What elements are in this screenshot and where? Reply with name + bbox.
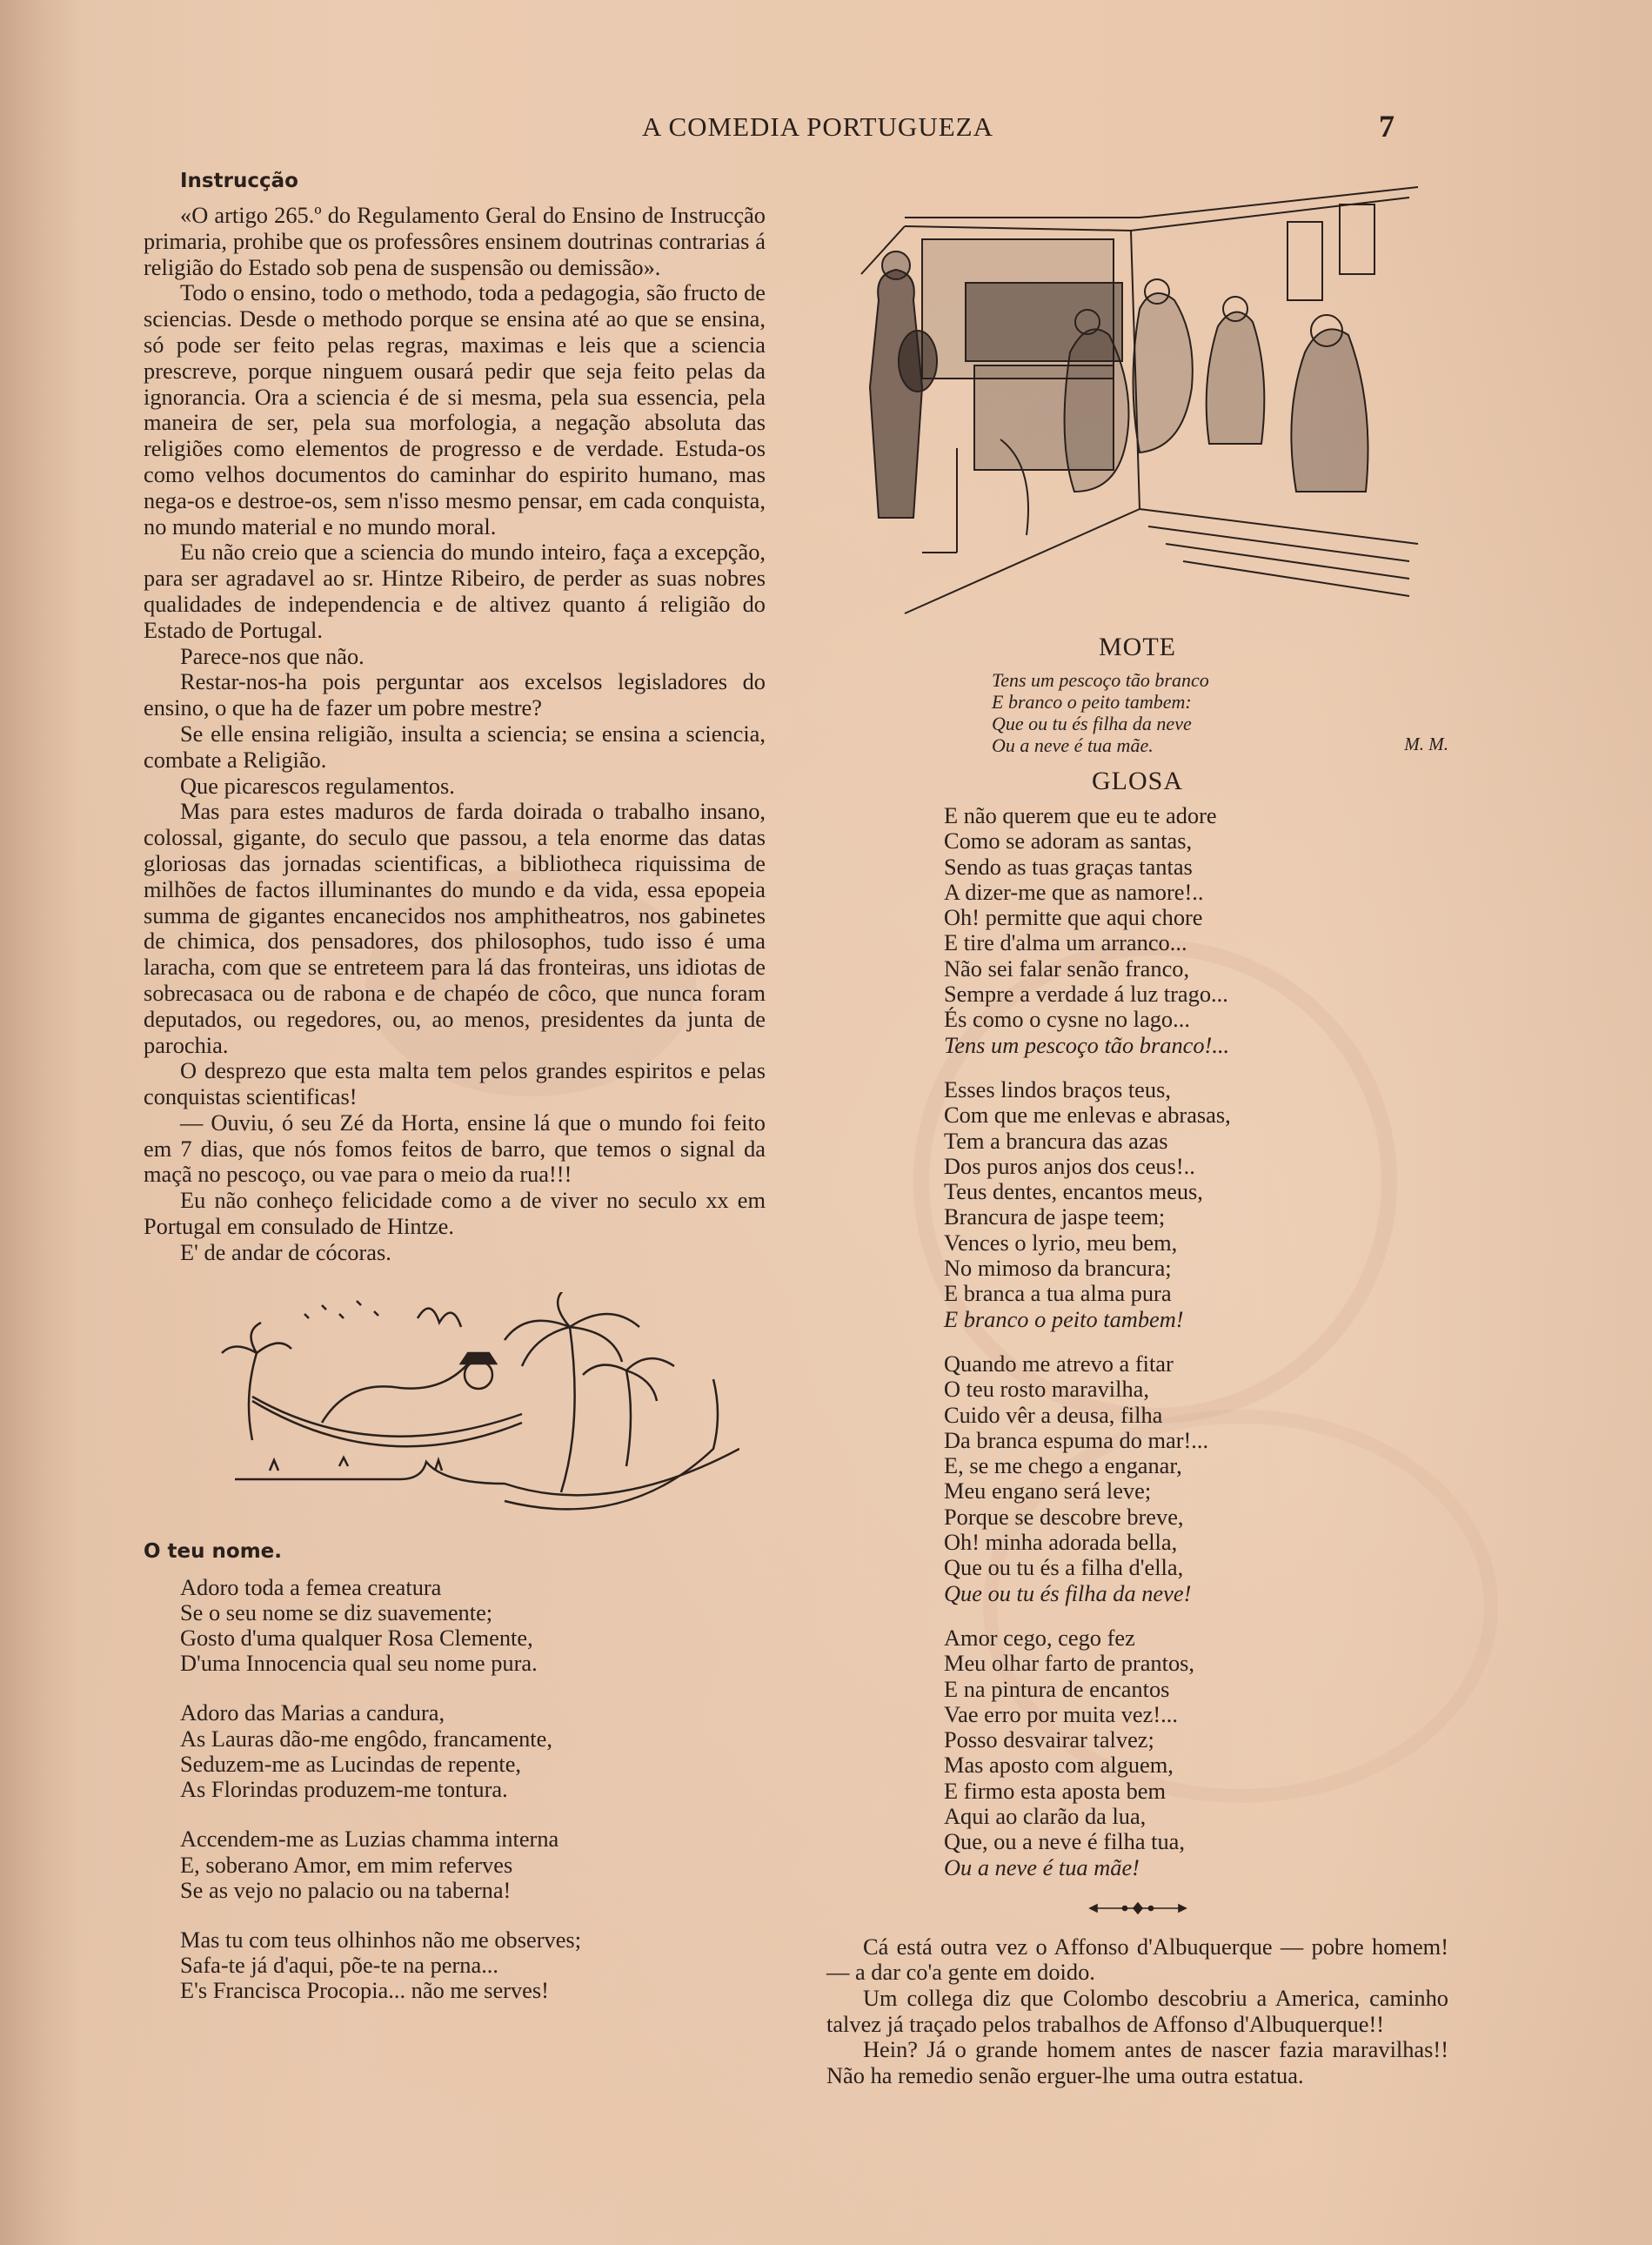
glosa-line: Que ou tu és a filha d'ella,: [944, 1554, 1184, 1581]
glosa-line: Amor cego, cego fez: [944, 1624, 1135, 1651]
glosa-line: Meu olhar farto de prantos,: [944, 1650, 1195, 1677]
mote-signature: M. M.: [1404, 734, 1448, 754]
article-paragraph: Restar-nos-ha pois perguntar aos excelsos legisladores do ensino, o que ha de fazer um pobre mestre?: [144, 668, 766, 721]
poem-line: Mas tu com teus olhinhos não me observes;: [180, 1926, 582, 1953]
glosa-refrain: Que ou tu és filha da neve!: [944, 1579, 1192, 1606]
mote-line: E branco o peito tambem:: [992, 691, 1192, 713]
article-paragraph: Todo o ensino, todo o methodo, toda a pedagogia, são fructo de sciencias. Desde o methodo porque se ensina até ao que se ensina, só pode ser feito pelas regras, maximas e leis que a sciencia prescreve, porque ninguem ousará pedir que seja feito pelas da ignorancia. Ora a sciencia é de si mesma, pela sua essencia, pela maneira de ser, pela sua morfologia, a negação absoluta das religiões como elementos de progresso e de verdade. Estuda-os como velhos documentos do caminhar do espirito humano, mas nega-os e destroe-os, sem n'isso mesmo pensar, em cada conquista, no mundo material e no mundo moral.: [144, 279, 766, 539]
page-number: 7: [1379, 109, 1395, 144]
glosa-line: Mas aposto com alguem,: [944, 1752, 1174, 1779]
poem-line: Adoro toda a femea creatura: [180, 1573, 442, 1600]
glosa-line: Brancura de jaspe teem;: [944, 1203, 1166, 1230]
note-paragraph: Hein? Já o grande homem antes de nascer fazia maravilhas!! Não ha remedio senão erguer-lhe uma outra estatua.: [826, 2036, 1448, 2088]
glosa-line: E na pintura de encantos: [944, 1675, 1170, 1702]
poem-line: Safa-te já d'aqui, põe-te na perna...: [180, 1952, 498, 1979]
poem-stanza: [180, 1575, 766, 1677]
closing-notes: [826, 1934, 1448, 2089]
divider-flourish: [1086, 1900, 1190, 1917]
poem-line: Adoro das Marias a candura,: [180, 1699, 445, 1726]
glosa-stanza: [944, 1625, 1448, 1880]
hammock-illustration: [217, 1292, 739, 1523]
glosa-stanza: [944, 1077, 1448, 1332]
mote-line: Tens um pescoço tão branco: [992, 669, 1209, 691]
poem-line: Accendem-me as Luzias chamma interna: [180, 1826, 559, 1853]
article-paragraph: Parece-nos que não.: [180, 642, 365, 669]
glosa-line: A dizer-me que as namore!..: [944, 878, 1204, 905]
glosa-line: E não querem que eu te adore: [944, 802, 1217, 828]
glosa-line: Aqui ao clarão da lua,: [944, 1802, 1147, 1829]
poem-line: D'uma Innocencia qual seu nome pura.: [180, 1650, 538, 1677]
glosa-line: Com que me enlevas e abrasas,: [944, 1102, 1231, 1129]
glosa-line: E, se me chego a enganar,: [944, 1452, 1182, 1479]
mote-line: Que ou tu és filha da neve: [992, 713, 1192, 734]
glosa-line: Que, ou a neve é filha tua,: [944, 1828, 1185, 1855]
article-paragraph: O desprezo que esta malta tem pelos grandes espiritos e pelas conquistas scientificas!: [144, 1057, 766, 1110]
binding-gutter: [0, 0, 80, 2245]
glosa-line: Cuido vêr a deusa, filha: [944, 1401, 1163, 1428]
article-paragraph: E' de andar de cócoras.: [180, 1238, 391, 1265]
glosa-line: Não sei falar senão franco,: [944, 955, 1190, 982]
glosa-line: Sempre a verdade á luz trago...: [944, 981, 1228, 1008]
poem-line: Se as vejo no palacio ou na taberna!: [180, 1876, 512, 1903]
mote-block: [992, 669, 1448, 756]
glosa-stanza: [944, 803, 1448, 1058]
poem-stanza: [180, 1927, 766, 2004]
glosa-line: E branca a tua alma pura: [944, 1280, 1172, 1307]
glosa-refrain: Tens um pescoço tão branco!...: [944, 1031, 1230, 1058]
note-paragraph: Cá está outra vez o Affonso d'Albuquerque — pobre homem! — a dar co'a gente em doido.: [826, 1933, 1448, 1986]
glosa-line: E tire d'alma um arranco...: [944, 929, 1187, 956]
glosa-refrain: E branco o peito tambem!: [944, 1305, 1184, 1332]
glosa-line: Como se adoram as santas,: [944, 828, 1193, 854]
hammock-drawing: [217, 1292, 739, 1523]
article-paragraph: Eu não conheço felicidade como a de viver no seculo xx em Portugal em consulado de Hintze.: [144, 1187, 766, 1240]
glosa-line: No mimoso da brancura;: [944, 1255, 1172, 1282]
glosa-line: E firmo esta aposta bem: [944, 1777, 1167, 1804]
glosa-line: Vae erro por muita vez!...: [944, 1700, 1178, 1727]
left-column: [144, 170, 766, 2028]
article-body: [144, 203, 766, 1266]
glosa-line: O teu rosto maravilha,: [944, 1376, 1149, 1403]
poem-stanza: [180, 1826, 766, 1903]
glosa-line: Quando me atrevo a fitar: [944, 1350, 1174, 1377]
poem-line: E, soberano Amor, em mim referves: [180, 1851, 513, 1878]
right-column: [826, 178, 1448, 2088]
glosa-refrain: Ou a neve é tua mãe!: [944, 1853, 1140, 1880]
note-paragraph: Um collega diz que Colombo descobriu a America, caminho talvez já traçado pelos trabalhos de Affonso d'Albuquerque!!: [826, 1985, 1448, 2037]
running-title: A COMEDIA PORTUGUEZA: [642, 111, 993, 142]
poem-line: E's Francisca Procopia... não me serves!: [180, 1977, 549, 2004]
mote-line: Ou a neve é tua mãe.: [992, 734, 1154, 756]
poem-line: Se o seu nome se diz suavemente;: [180, 1598, 493, 1625]
poem-line: As Florindas produzem-me tontura.: [180, 1776, 508, 1803]
glosa-line: És como o cysne no lago...: [944, 1006, 1190, 1033]
glosa-line: Da branca espuma do mar!...: [944, 1426, 1209, 1453]
glosa-line: Dos puros anjos dos ceus!..: [944, 1152, 1195, 1179]
article-paragraph: — Ouviu, ó seu Zé da Horta, ensine lá que o mundo foi feito em 7 dias, que nós fomos feitos de barro, que temos o signal da maçã no pescoço, ou vae para o meio da rua!!!: [144, 1109, 766, 1188]
article-paragraph: Mas para estes maduros de farda doirada o trabalho insano, colossal, gigante, do seculo que passou, a tela enorme das datas gloriosas das jornadas scientificas, a bibliotheca riquissima de milhões de factos illuminantes do mundo e da vida, essa epopeia summa de gigantes encanecidos nos amphitheatros, nos gabinetes de chimica, dos pensadores, dos philosophos, tudo isso é uma laracha, com que se entreteem para lá das fronteiras, uns idiotas de sobrecasaca ou de rabona e de chapéo de côco, que nunca foram deputados, ou regedores, ou, ao menos, presidentes da junta de parochia.: [144, 798, 766, 1058]
glosa-line: Tem a brancura das azas: [944, 1127, 1168, 1154]
mote-heading: MOTE: [1099, 633, 1176, 661]
glosa-line: Teus dentes, encantos meus,: [944, 1178, 1203, 1205]
section-divider-ornament: [826, 1900, 1448, 1917]
article-paragraph: Que picarescos regulamentos.: [180, 772, 455, 799]
poem-line: Gosto d'uma qualquer Rosa Clemente,: [180, 1625, 533, 1652]
glosa-line: Vences o lyrio, meu bem,: [944, 1229, 1178, 1256]
glosa-line: Esses lindos braços teus,: [944, 1076, 1171, 1102]
article-paragraph: Eu não creio que a sciencia do mundo inteiro, faça a excepção, para ser agradavel ao sr. Hintze Ribeiro, de perder as suas nobres qualidades de independencia e de altivez quanto á religião do Estado de Portugal.: [144, 539, 766, 643]
poem-line: As Lauras dão-me engôdo, francamente,: [180, 1725, 552, 1752]
article-paragraph: «O artigo 265.º do Regulamento Geral do Ensino de Instrucção primaria, prohibe que os professôres ensinem doutrinas contrarias á religião do Estado sob pena de suspensão ou demissão».: [144, 202, 766, 280]
glosa-line: Sendo as tuas graças tantas: [944, 853, 1193, 880]
glosa-heading: GLOSA: [1091, 767, 1183, 795]
glosa-line: Posso desvairar talvez;: [944, 1726, 1154, 1753]
article-paragraph: Se elle ensina religião, insulta a sciencia; se ensina a sciencia, combate a Religião.: [144, 720, 766, 773]
glosa-line: Porque se descobre breve,: [944, 1503, 1184, 1530]
salon-illustration: [853, 178, 1427, 622]
glosa-line: Meu engano será leve;: [944, 1478, 1152, 1504]
glosa-stanza: [944, 1351, 1448, 1606]
poem-line: Seduzem-me as Lucindas de repente,: [180, 1750, 522, 1777]
glosa-line: Oh! minha adorada bella,: [944, 1529, 1178, 1556]
glosa-line: Oh! permitte que aqui chore: [944, 904, 1203, 931]
section-title: Instrucção: [180, 170, 298, 192]
poem-stanza: [180, 1700, 766, 1802]
salon-drawing: [853, 178, 1427, 622]
poem-title: O teu nome.: [144, 1539, 283, 1563]
